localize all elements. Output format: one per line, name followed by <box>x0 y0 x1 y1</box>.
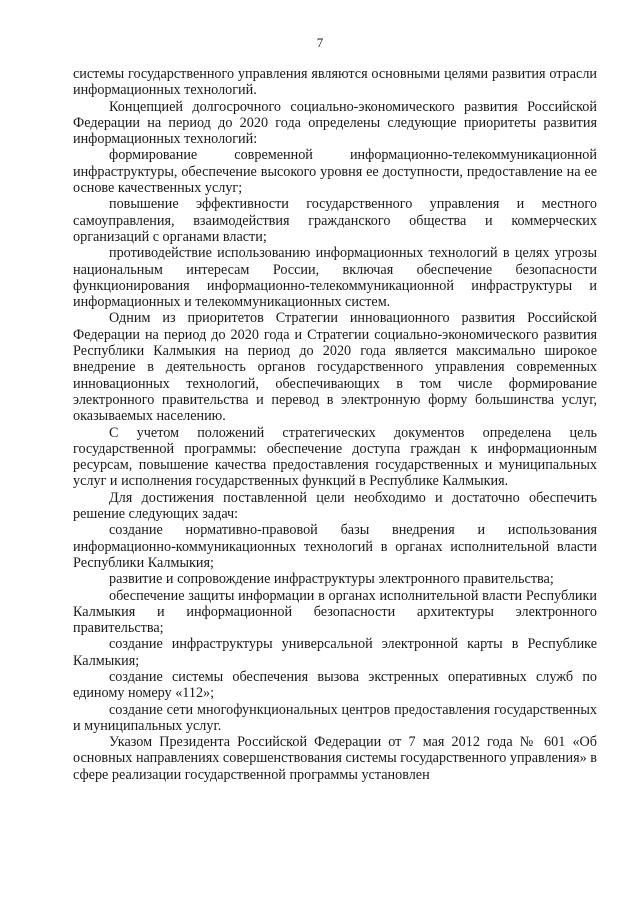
paragraph-innovation-strategy: Одним из приоритетов Стратегии инновационного развития Российской Федерации на период до 2020 года и Стратегии социально-экономического развития Республики Калмыкия на период до 2020 года является максимально широкое внедрение в деятельность органов государственного управления современных инновационных технологий, обеспечивающих в том числе формирование электронного правительства и перевод в электронную форму большинства услуг, оказываемых населению. <box>73 310 597 425</box>
list-item-counteraction: противодействие использованию информационных технологий в целях угрозы национальным интересам России, включая обеспечение безопасности функционирования информационно-телекоммуникационной инфраструктуры и информационных и телекоммуникационных систем. <box>73 245 597 311</box>
document-body <box>73 66 597 783</box>
task-item-egov-infrastructure: развитие и сопровождение инфраструктуры электронного правительства; <box>109 571 554 588</box>
task-item-emergency-112: создание системы обеспечения вызова экстренных оперативных служб по единому номеру «112»; <box>73 668 597 702</box>
paragraph-program-goal: С учетом положений стратегических документов определена цель государственной программы: обеспечение доступа граждан к информационным ресурсам, повышение качества предоставления государственных и муниципальных услуг и исполнения государственных функций в Республике Калмыкия. <box>73 424 597 490</box>
paragraph-concept-priorities: Концепцией долгосрочного социально-экономического развития Российской Федерации на период до 2020 года определены следующие приоритеты развития информационных технологий: <box>73 98 597 148</box>
paragraph-continuation: системы государственного управления являются основными целями развития отрасли информационных технологий. <box>73 66 597 99</box>
task-item-information-security: обеспечение защиты информации в органах исполнительной власти Республики Калмыкия и информационной безопасности архитектуры электронного правительства; <box>73 587 597 637</box>
task-item-regulatory-base: создание нормативно-правовой базы внедрения и использования информационно-коммуникационных технологий в органах исполнительной власти Республики Калмыкия; <box>73 522 597 571</box>
task-item-universal-card: создание инфраструктуры универсальной электронной карты в Республике Калмыкия; <box>73 636 597 669</box>
page-number: 7 <box>316 35 324 50</box>
paragraph-presidential-decree: Указом Президента Российской Федерации от 7 мая 2012 года № 601 «Об основных направлениях совершенствования системы государственного управления» в сфере реализации государственной программы установлен <box>73 734 597 783</box>
task-item-mfc-network: создание сети многофункциональных центров предоставления государственных и муниципальных услуг. <box>73 701 597 734</box>
list-item-efficiency: повышение эффективности государственного управления и местного самоуправления, взаимодействия гражданского общества и коммерческих организаций с органами власти; <box>73 196 597 245</box>
list-item-infrastructure: формирование современной информационно-телекоммуникационной инфраструктуры, обеспечение высокого уровня ее доступности, предоставление на ее основе качественных услуг; <box>73 147 597 197</box>
paragraph-tasks-intro: Для достижения поставленной цели необходимо и достаточно обеспечить решение следующих задач: <box>73 489 597 523</box>
